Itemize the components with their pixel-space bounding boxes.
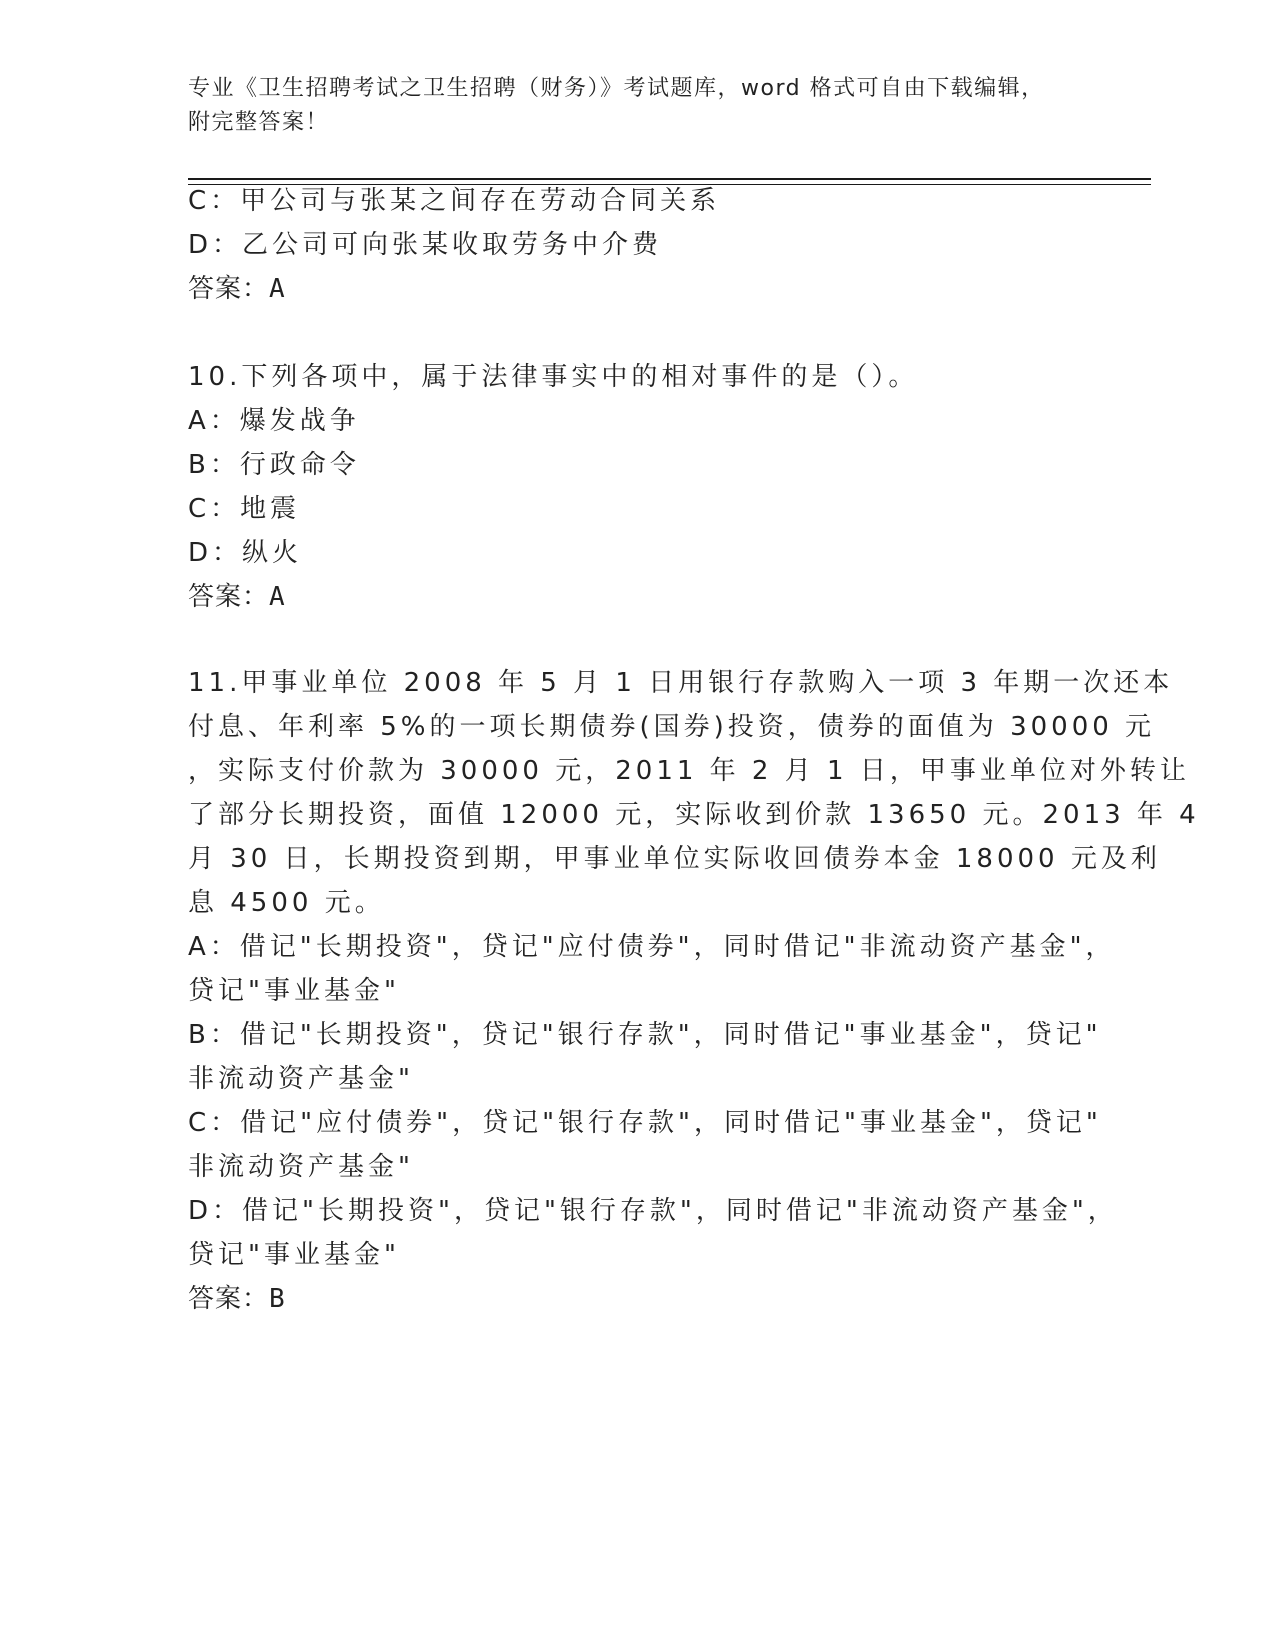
q10-option-b: B：行政命令 <box>188 450 360 480</box>
q11-stem-line: 月 30 日，长期投资到期，甲事业单位实际收回债券本金 18000 元及利 <box>188 844 1161 874</box>
q11-option-b-line: B：借记"长期投资"，贷记"银行存款"，同时借记"事业基金"，贷记" <box>188 1020 1102 1050</box>
answer-value: A <box>269 274 285 304</box>
q9-option-c: C：甲公司与张某之间存在劳动合同关系 <box>188 186 721 216</box>
header-rule-thick <box>188 178 1151 180</box>
q11-answer <box>188 1282 1088 1316</box>
answer-label: 答案： <box>188 1284 270 1314</box>
answer-label: 答案： <box>188 274 270 304</box>
q11-stem-line: 了部分长期投资，面值 12000 元，实际收到价款 13650 元。2013 年 4 <box>188 800 1200 830</box>
q11-option-a-line: 贷记"事业基金" <box>188 976 400 1006</box>
q11-stem-line: 11.甲事业单位 2008 年 5 月 1 日用银行存款购入一项 3 年期一次还本 <box>188 668 1174 698</box>
q11-option-d-line: D：借记"长期投资"，贷记"银行存款"，同时借记"非流动资产基金"， <box>188 1196 1118 1226</box>
q9-answer <box>188 272 1088 306</box>
q11-option-c-line: 非流动资产基金" <box>188 1152 414 1182</box>
q10-option-d: D：纵火 <box>188 538 303 568</box>
q10-stem: 10.下列各项中，属于法律事实中的相对事件的是（）。 <box>188 362 919 392</box>
answer-value: B <box>269 1284 285 1314</box>
q11-option-c-line: C：借记"应付债券"，贷记"银行存款"，同时借记"事业基金"，贷记" <box>188 1108 1102 1138</box>
q11-option-a-line: A：借记"长期投资"，贷记"应付债券"，同时借记"非流动资产基金"， <box>188 932 1116 962</box>
q10-option-c: C：地震 <box>188 494 301 524</box>
q11-stem-line: ，实际支付价款为 30000 元，2011 年 2 月 1 日，甲事业单位对外转让 <box>188 756 1190 786</box>
q11-option-d-line: 贷记"事业基金" <box>188 1240 400 1270</box>
answer-label: 答案： <box>188 582 270 612</box>
q11-stem-line: 息 4500 元。 <box>188 888 385 918</box>
q11-stem-line: 付息、年利率 5%的一项长期债券(国券)投资，债券的面值为 30000 元 <box>188 712 1156 742</box>
q10-option-a: A：爆发战争 <box>188 406 360 436</box>
q11-option-b-line: 非流动资产基金" <box>188 1064 414 1094</box>
answer-value: A <box>269 582 285 612</box>
q10-answer <box>188 580 1088 614</box>
document-header: 专业《卫生招聘考试之卫生招聘（财务）》考试题库，word 格式可自由下载编辑，附完整答案！ <box>188 76 1045 135</box>
q9-option-d: D：乙公司可向张某收取劳务中介费 <box>188 230 663 260</box>
